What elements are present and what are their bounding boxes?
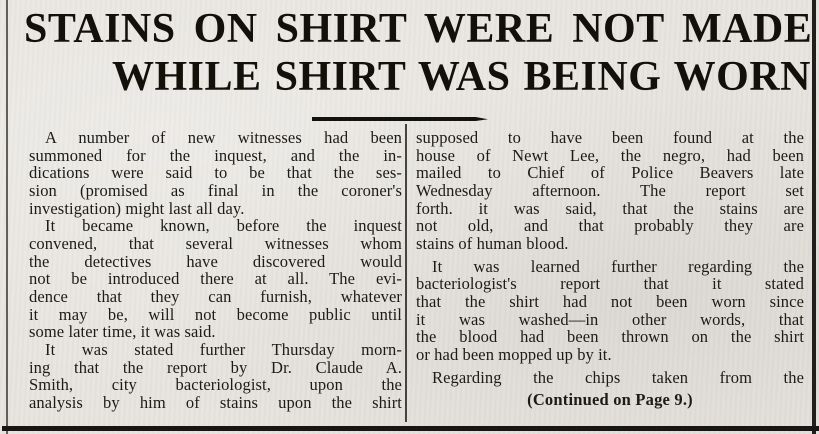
text-line: or had been mopped up by it. [416, 344, 612, 364]
text-line: It became known, before the inquest [45, 216, 402, 236]
text-line: It was stated further Thursday morn- [45, 339, 402, 359]
headline-line-1: STAINS ON SHIRT WERE NOT MADE [24, 6, 813, 52]
paragraph [29, 129, 402, 217]
text-line: sion (promised as final in the coroner's [29, 180, 402, 200]
text-line: the detectives have discovered would [29, 251, 402, 271]
paragraph [29, 217, 402, 341]
paragraph [29, 341, 402, 412]
text-line: Wednesday afternoon. The report set [416, 180, 804, 200]
text-line: stains of human blood. [416, 233, 569, 253]
text-line: ing that the report by Dr. Claude A. [29, 357, 402, 377]
column-divider-rule [405, 124, 407, 422]
text-line: that the shirt had not been worn since [416, 291, 804, 311]
continued-notice: (Continued on Page 9.) [527, 390, 693, 410]
text-line: it may be, will not become public until [29, 304, 402, 324]
paragraph [416, 369, 804, 387]
right-column-rule [812, 0, 816, 434]
text-line: supposed to have been found at the [416, 128, 804, 147]
text-line: bacteriologist's report that it stated [416, 274, 804, 294]
text-line: the blood had been thrown on the shirt [416, 327, 804, 347]
headline-separator-rule [312, 117, 488, 121]
text-line: it was washed—in other words, that [416, 309, 804, 329]
text-line: analysis by him of stains upon the shirt [29, 392, 402, 412]
text-line: Regarding the chips taken from the [432, 367, 804, 387]
text-line: dications were said to be that the ses- [29, 163, 402, 183]
headline-line-2: WHILE SHIRT WAS BEING WORN [112, 54, 811, 100]
text-line: not old, and that probably they are [416, 216, 804, 236]
text-line: forth. it was said, that the stains are [416, 198, 804, 218]
text-line: Smith, city bacteriologist, upon the [29, 375, 402, 395]
article-column-left [29, 129, 402, 412]
text-line: investigation) might last all day. [29, 198, 245, 218]
text-line: convened, that several witnesses whom [29, 233, 402, 253]
paragraph [416, 258, 804, 364]
paragraph [416, 129, 804, 253]
text-line: It was learned further regarding the [432, 256, 804, 276]
article-column-right [416, 129, 804, 409]
bottom-rule [2, 426, 819, 431]
text-line: dence that they can furnish, whatever [29, 286, 402, 306]
text-line: some later time, it was said. [29, 322, 216, 342]
left-column-rule [6, 0, 8, 434]
text-line: house of Newt Lee, the negro, had been [416, 145, 804, 165]
text-line: A number of new witnesses had been [45, 128, 402, 147]
text-line: summoned for the inquest, and the in- [29, 145, 402, 165]
headline [24, 6, 811, 100]
text-line: not be introduced there at all. The evi- [29, 269, 402, 289]
text-line: mailed to Chief of Police Beavers late [416, 163, 804, 183]
